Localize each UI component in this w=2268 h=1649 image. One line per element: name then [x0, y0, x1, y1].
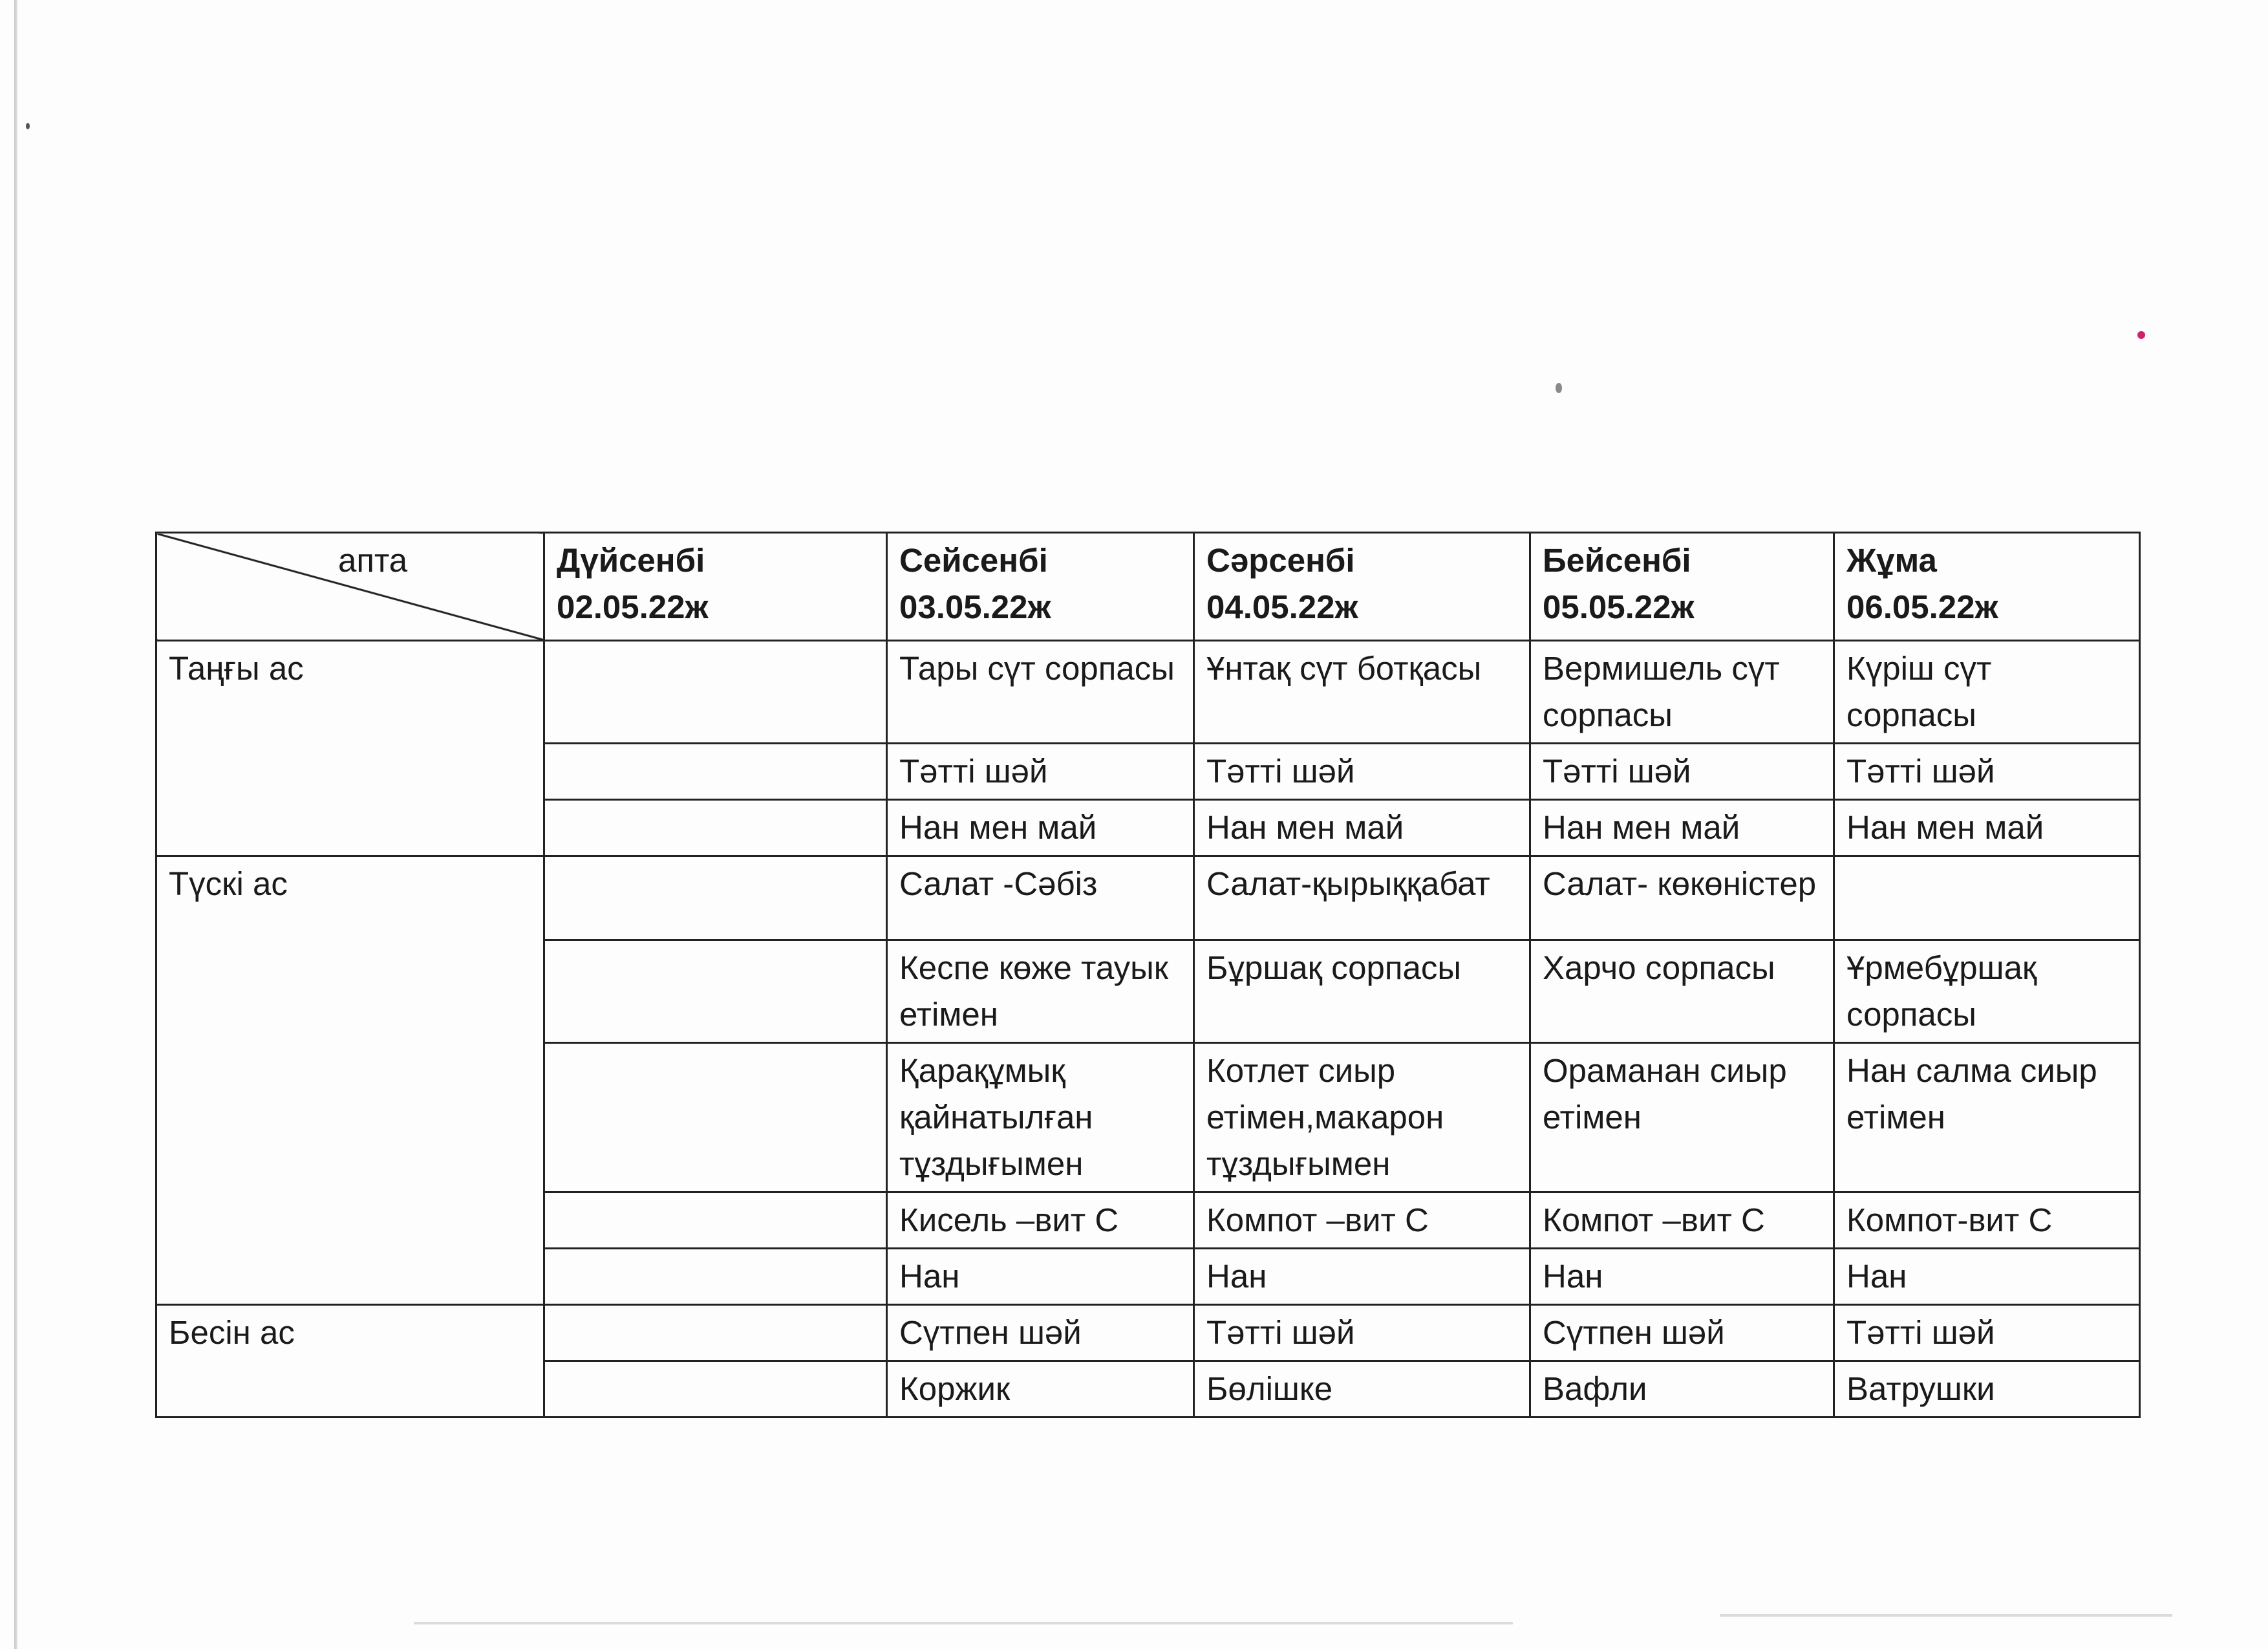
- table-cell: Нан мен май: [887, 800, 1194, 856]
- day-name: Сейсенбі: [899, 542, 1048, 579]
- day-name: Жұма: [1846, 542, 1937, 579]
- day-name: Бейсенбі: [1543, 542, 1691, 579]
- table-cell: Бұршақ сорпасы: [1194, 940, 1530, 1043]
- table-cell: Күріш сүт сорпасы: [1834, 641, 2140, 744]
- table-cell: Бөлішке: [1194, 1361, 1530, 1417]
- day-date: 03.05.22ж: [899, 588, 1051, 625]
- table-cell: [544, 1305, 887, 1361]
- day-header-wednesday: [1194, 533, 1530, 641]
- ink-speck: [2137, 331, 2145, 339]
- table-cell: [544, 940, 887, 1043]
- table-cell: Тәтті шәй: [1834, 1305, 2140, 1361]
- table-cell: Нан: [887, 1249, 1194, 1305]
- table-cell: Нан мен май: [1194, 800, 1530, 856]
- table-cell: Нан мен май: [1530, 800, 1834, 856]
- ink-speck: [26, 123, 30, 129]
- table-cell: Коржик: [887, 1361, 1194, 1417]
- table-cell: Тары сүт сорпасы: [887, 641, 1194, 744]
- table-cell: [544, 1361, 887, 1417]
- table-cell: Нан: [1530, 1249, 1834, 1305]
- table-cell: [1834, 856, 2140, 940]
- table-cell: Нан салма сиыр етімен: [1834, 1043, 2140, 1192]
- day-date: 04.05.22ж: [1206, 588, 1358, 625]
- scan-artifact-line: [414, 1622, 1513, 1624]
- table-row: [156, 1305, 2140, 1361]
- table-row: [156, 856, 2140, 940]
- menu-table: [155, 532, 2141, 1418]
- table-cell: [544, 641, 887, 744]
- table-cell: Сүтпен шәй: [1530, 1305, 1834, 1361]
- table-cell: Нан мен май: [1834, 800, 2140, 856]
- day-name: Дүйсенбі: [557, 542, 705, 579]
- ink-speck: [1556, 383, 1562, 393]
- table-cell: [544, 856, 887, 940]
- table-cell: Компот –вит С: [1194, 1192, 1530, 1249]
- table-cell: Компот –вит С: [1530, 1192, 1834, 1249]
- table-row: [156, 641, 2140, 744]
- table-cell: Тәтті шәй: [1530, 744, 1834, 800]
- table-cell: Тәтті шәй: [1194, 1305, 1530, 1361]
- table-cell: Нан: [1194, 1249, 1530, 1305]
- day-name: Сәрсенбі: [1206, 542, 1355, 579]
- meal-label-lunch: Түскі ас: [156, 856, 544, 1305]
- table-cell: Компот-вит С: [1834, 1192, 2140, 1249]
- table-cell: Сүтпен шәй: [887, 1305, 1194, 1361]
- scan-edge-shadow: [14, 0, 17, 1649]
- table-cell: Вафли: [1530, 1361, 1834, 1417]
- table-cell: [544, 1043, 887, 1192]
- table-cell: Ұрмебұршақ сорпасы: [1834, 940, 2140, 1043]
- table-cell: Кисель –вит С: [887, 1192, 1194, 1249]
- table-cell: [544, 1249, 887, 1305]
- table-cell: Харчо сорпасы: [1530, 940, 1834, 1043]
- meal-label-snack: Бесін ас: [156, 1305, 544, 1417]
- day-header-friday: [1834, 533, 2140, 641]
- table-cell: Нан: [1834, 1249, 2140, 1305]
- table-cell: Салат -Сәбіз: [887, 856, 1194, 940]
- table-cell: [544, 1192, 887, 1249]
- day-date: 02.05.22ж: [557, 588, 709, 625]
- table-cell: Кеспе көже тауык етімен: [887, 940, 1194, 1043]
- table-cell: [544, 800, 887, 856]
- table-cell: Салат- көкөністер: [1530, 856, 1834, 940]
- day-header-thursday: [1530, 533, 1834, 641]
- table-cell: Тәтті шәй: [1834, 744, 2140, 800]
- meal-label-breakfast: Таңғы ас: [156, 641, 544, 856]
- week-corner-cell: [156, 533, 544, 641]
- table-cell: Тәтті шәй: [887, 744, 1194, 800]
- day-header-tuesday: [887, 533, 1194, 641]
- day-date: 05.05.22ж: [1543, 588, 1695, 625]
- table-cell: Салат-қырыққабат: [1194, 856, 1530, 940]
- corner-label: апта: [338, 542, 408, 579]
- day-date: 06.05.22ж: [1846, 588, 1998, 625]
- table-cell: Котлет сиыр етімен,макарон тұздығымен: [1194, 1043, 1530, 1192]
- table-cell: Ұнтақ сүт ботқасы: [1194, 641, 1530, 744]
- day-header-monday: [544, 533, 887, 641]
- table-cell: Вермишель сүт сорпасы: [1530, 641, 1834, 744]
- table-cell: Ораманан сиыр етімен: [1530, 1043, 1834, 1192]
- table-cell: [544, 744, 887, 800]
- table-cell: Тәтті шәй: [1194, 744, 1530, 800]
- header-row: [156, 533, 2140, 641]
- scan-artifact-line: [1720, 1614, 2172, 1617]
- table-cell: Қарақұмық қайнатылған тұздығымен: [887, 1043, 1194, 1192]
- table-cell: Ватрушки: [1834, 1361, 2140, 1417]
